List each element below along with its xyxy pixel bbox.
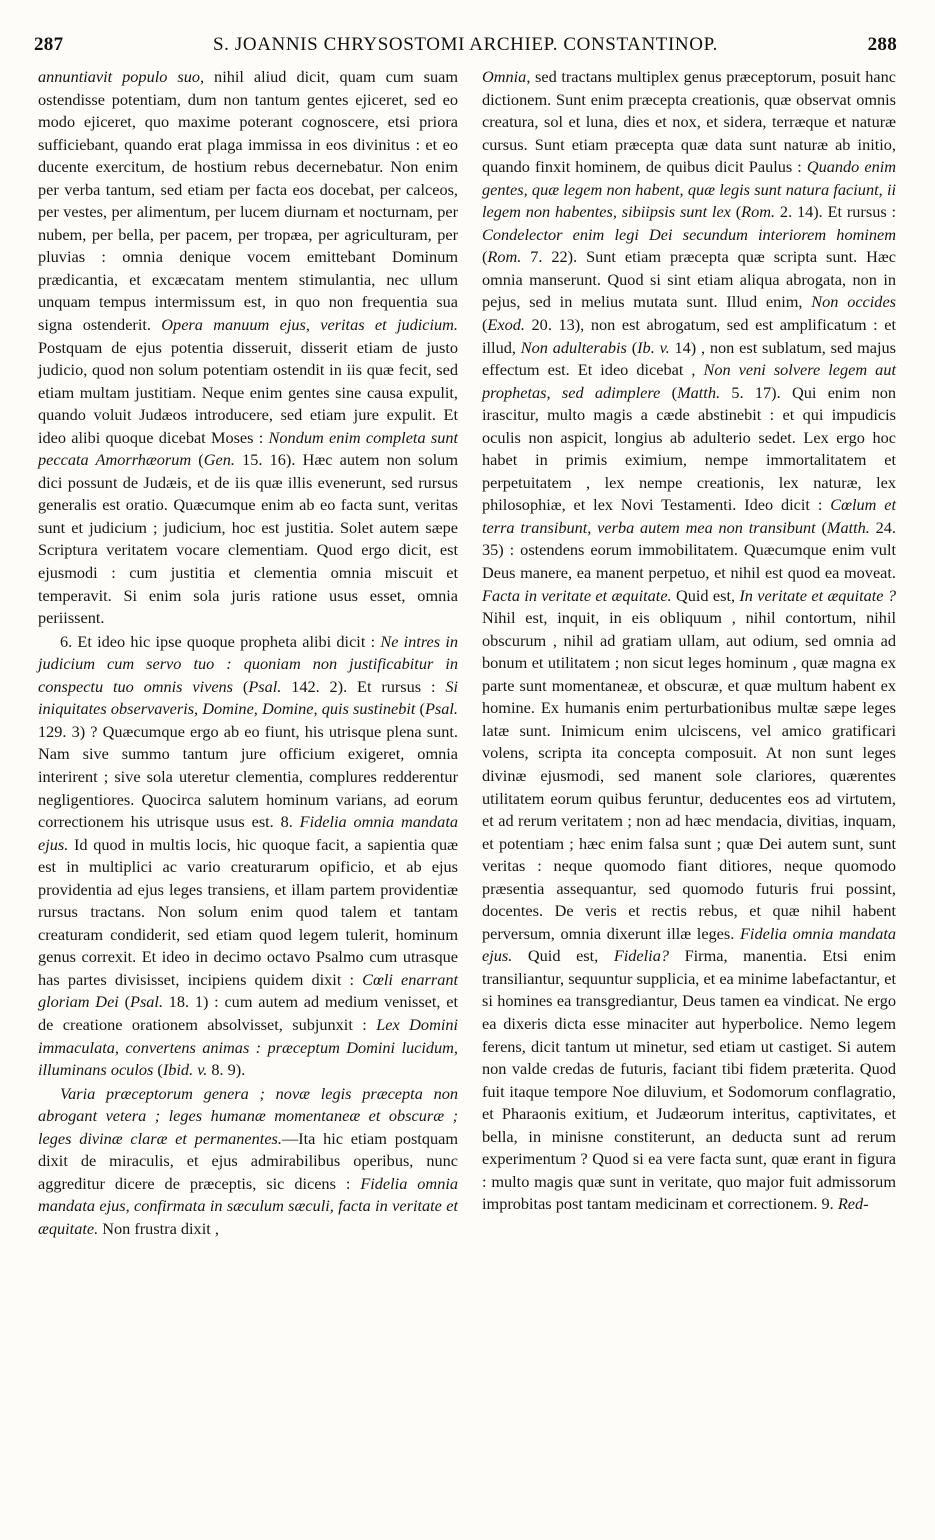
text-column-right: [482, 66, 896, 1216]
italic-text-run: Gen.: [203, 450, 235, 470]
italic-text-run: Varia præceptorum genera ; novæ legis præcepta non abrogant vetera ; leges humanæ momentaneæ et obscuræ ; leges divinæ claræ et permanentes.: [38, 1083, 458, 1148]
italic-text-run: Matth.: [826, 517, 870, 537]
text-run: (: [118, 992, 130, 1012]
italic-text-run: Ne intres in judicium cum servo tuo : quoniam non justificabitur in conspectu tuo omnis vivens: [38, 631, 458, 696]
text-run: Postquam de ejus potentia disseruit, disserit etiam de justo judicio, quod non solum potentiam ostendit in iis quæ fecit, sed etiam multam justitiam. Neque enim gentes sine causa expulit, quando voluit Judæos introducere, sed etiam jure expulit. Et ideo alibi quoque dicebat Moses :: [38, 337, 458, 447]
text-run: (: [415, 699, 425, 719]
text-run: nihil aliud dicit, quam cum suam ostendisse potentiam, dum non tantum gentes ejiceret, sed eo modo ejiceret, quo maxime poterant cognoscere, etsi priora sufficiebant, quando erat plaga immissa in eos divinitus : et eo ducente exercitum, de hostium rebus decernebatur. Non enim per verba tantum, sed etiam per facta eos docebat, per calceos, per vestes, per alimentum, per lucem diurnam et nocturnam, per nubem, per bella, per pacem, per tropæa, per agriculturam, per pluvias : omnia denique vocem emittebant Dominum prædicantia, et excæcatam mentem stimulantia, nec ullum unquam tempus intermissum est, in quo non frequentia sua signa ostenderit.: [38, 67, 458, 335]
text-run: 18. 1) : cum autem ad medium venisset, et de creatione orationem absolvisset, subjunxit :: [38, 992, 458, 1034]
text-run: 5. 17). Qui enim non irascitur, multo magis a cæde abstinebit : et qui impudicis oculis non aspicit, longius ab adulterio sedet. Lex ergo hoc habet in primis eximium, nempe immortalitatem et perpetuitatem , lex nempe creationis, lex naturæ, lex philosophiæ, et lex Novi Testamenti. Ideo dicit :: [482, 382, 896, 515]
italic-text-run: Lex Domini immaculata, convertens animas : præceptum Domini lucidum, illuminans oculos: [38, 1014, 459, 1080]
text-run: Firma, manentia. Etsi enim transiliantur, sequuntur supplicia, et ea minime labefactantur, et si homines ea transgrediantur, Deus tamen ea vindicat. Ne ergo ea dixeris dicta esse minaciter aut hyperbolice. Nemo legem ferens, dicit tantum ut minetur, sed etiam ut castiget. Si autem non valde credas de futuris, faciant tibi fidem præterita. Quod fuit itaque tempore Noe diluvium, et Sodomorum conflagratio, et Pharaonis exitium, et Judæorum interitus, captivitates, et bella, in minisne constiterunt, an deducta sunt ad rerum experimentum ? Quod si ea vere facta sunt, quæ erant in figura : multo magis quæ sunt in veritate, quo major fuit admissorum improbitas post tantam medicinam et correctionem. 9.: [482, 946, 896, 1214]
text-run: 20. 13), non est abrogatum, sed est amplificatum : et illud,: [482, 315, 896, 357]
text-run: 15. 16). Hæc autem non solum dici possunt de Judæis, et de iis quæ illis evenerunt, sed rursus generalis est oratio. Quæcumque enim ab eo facta sunt, veritas sunt et judicium ; judicium, hoc est justitia. Solet autem sæpe Scriptura veritatem vocare clementiam. Quod ergo dicit, est ejusmodi : cum justitia et clementia omnia miscuit et temperavit. Si enim sola juris ratione usus esset, omnia periissent.: [38, 450, 458, 628]
text-run: Nihil est, inquit, in eis obliquum , nihil contortum, nihil obscurum , nihil ad gratiam ullam, aut odium, sed omnia ad bonum et utilitatem ; non sicut leges hominum , quæ magna ex parte sunt momentaneæ, et obscuræ, et quæ multum habent ex homine. Ex humanis enim perturbationibus multæ sæpe leges latæ sunt. Inimicum enim ulciscens, vel amico gratificari volens, scripta ita concepta composuit. At non sunt leges divinæ ejusmodi, sed manent sole clariores, quærentes utilitatem eorum quibus feruntur, deducentes eos ad virtutem, et ad rerum veritatem ; non ad hæc mendacia, divitias, inquam, et potentiam ; hæc enim falsa sunt ; quæ Dei autem sunt, sunt veritas : neque quomodo fiant ditiores, neque quomodo præsentia assequantur, sed quomodo futuris frui possint, docentes. De veris et rectis rebus, et quæ nihil habent perversum, omnia dixerunt illæ leges.: [482, 608, 896, 943]
italic-text-run: Ibid. v.: [162, 1060, 208, 1080]
italic-text-run: Non veni solvere legem aut prophetas, sed adimplere: [482, 360, 896, 402]
paragraph: [38, 66, 458, 630]
text-run: 2. 14). Et rursus :: [775, 202, 897, 222]
italic-text-run: Red-: [837, 1194, 869, 1214]
text-run: Non frustra dixit ,: [98, 1218, 219, 1238]
text-run: 7. 22). Sunt etiam præcepta quæ scripta sunt. Hæc omnia manserunt. Quod si sint etiam aliqua abrogata, non in pejus, sed in melius mutata sunt. Illud enim,: [482, 247, 896, 312]
italic-text-run: Fidelia omnia mandata ejus.: [482, 923, 897, 966]
italic-text-run: Fidelia omnia mandata ejus.: [38, 812, 458, 854]
text-run: 6. Et ideo hic ipse quoque propheta alibi dicit :: [60, 631, 381, 651]
italic-text-run: Si iniquitates observaveris, Domine, Domine, quis sustinebit: [38, 676, 459, 719]
italic-text-run: Psal.: [248, 676, 282, 696]
text-run: 8. 9).: [207, 1060, 246, 1080]
italic-text-run: Matth.: [677, 382, 721, 402]
paragraph: [38, 631, 458, 1082]
italic-text-run: Non occides: [811, 292, 897, 312]
italic-text-run: In veritate et æquitate ?: [739, 585, 897, 605]
italic-text-run: annuntiavit populo suo,: [38, 67, 205, 86]
text-run: 14) , non est sublatum, sed majus effectum est. Et ideo dicebat ,: [482, 337, 897, 380]
page-header: [34, 28, 897, 60]
italic-text-run: Quando enim gentes, quæ legem non habent, quæ legis sunt natura faciunt, ii legem non habentes, sibiipsis sunt lex: [482, 157, 896, 222]
italic-text-run: Fidelia omnia mandata ejus, confirmata in sæculum sæculi, facta in veritate et æquitate.: [38, 1173, 458, 1238]
page-number-right: 288: [867, 34, 897, 55]
italic-text-run: Nondum enim completa sunt peccata Amorrhæorum: [38, 427, 458, 470]
text-run: (: [233, 676, 249, 696]
italic-text-run: Ib. v.: [637, 337, 670, 357]
text-run: (: [660, 382, 678, 402]
paragraph: [482, 66, 896, 1216]
italic-text-run: Fidelia?: [613, 946, 669, 966]
running-title: S. JOANNIS CHRYSOSTOMI ARCHIEP. CONSTANTINOP.: [213, 34, 718, 55]
text-run: (: [482, 247, 488, 267]
text-column-left: [38, 66, 458, 1240]
italic-text-run: Opera manuum ejus, veritas et judicium.: [161, 315, 459, 335]
text-run: 142. 2). Et rursus :: [281, 676, 446, 696]
italic-text-run: Psal.: [130, 992, 164, 1012]
italic-text-run: Facta in veritate et æquitate.: [482, 585, 672, 605]
text-run: (: [815, 517, 827, 537]
text-run: Id quod in multis locis, hic quoque facit, a sapientia quæ est in multiplici ac vario creaturarum opificio, et ab ejus providentia ad ejus leges transiens, et illam partem providentiæ rursus tractans. Non solum enim quod talem et tantam creaturam condiderit, sed etiam quod legem tulerit, hominum genus correxit. Et ideo in decimo octavo Psalmo cum utrasque has partes divisisset, incipiens quidem dixit :: [38, 834, 458, 989]
page-number-left: 287: [34, 34, 64, 55]
italic-text-run: Non adulterabis: [520, 337, 627, 357]
italic-text-run: Condelector enim legi Dei secundum interiorem hominem: [482, 224, 896, 244]
italic-text-run: Psal.: [424, 699, 458, 719]
text-run: 24. 35) : ostendens eorum immobilitatem. Quæcumque enim vult Deus manere, ea manent perpetuo, et nihil est quod ea moveat.: [482, 517, 896, 583]
text-run: (: [153, 1060, 163, 1080]
text-run: (: [482, 315, 488, 335]
paragraph: [38, 1083, 458, 1241]
text-run: (: [730, 202, 742, 222]
italic-text-run: Cœlum et terra transibunt, verba autem mea non transibunt: [482, 495, 896, 537]
text-run: Quid est,: [512, 946, 614, 966]
text-run: sed tractans multiplex genus præceptorum, posuit hanc dictionem. Sunt enim præcepta creationis, quæ observat omnis creatura, sol et luna, dies et nox, et sidera, terræque et naturæ cursus. Sunt etiam præcepta quæ data sunt naturæ ab initio, quando finxit hominem, de quibus dicit Paulus :: [482, 67, 896, 177]
italic-text-run: Omnia,: [482, 67, 531, 86]
italic-text-run: Exod.: [487, 315, 525, 335]
text-run: 129. 3) ? Quæcumque ergo ab eo fiunt, his utrisque plena sunt. Nam sive summo tantum jure officium exigeret, omnia interirent ; sive sola uteretur clementia, complures redderentur negligentiores. Quocirca salutem hominum varians, ad eorum correctionem his utrisque usus est. 8.: [38, 721, 458, 832]
text-run: —Ita hic etiam postquam dixit de miraculis, et ejus admirabilibus operibus, nunc aggreditur dicere de præceptis, sic dicens :: [38, 1128, 459, 1193]
text-run: (: [626, 337, 638, 357]
column-gutter: [466, 70, 467, 1490]
text-run: Quid est,: [671, 585, 740, 605]
italic-text-run: Rom.: [741, 202, 776, 222]
italic-text-run: Rom.: [487, 247, 522, 267]
text-run: (: [191, 450, 204, 470]
italic-text-run: Cœli enarrant gloriam Dei: [38, 969, 458, 1012]
